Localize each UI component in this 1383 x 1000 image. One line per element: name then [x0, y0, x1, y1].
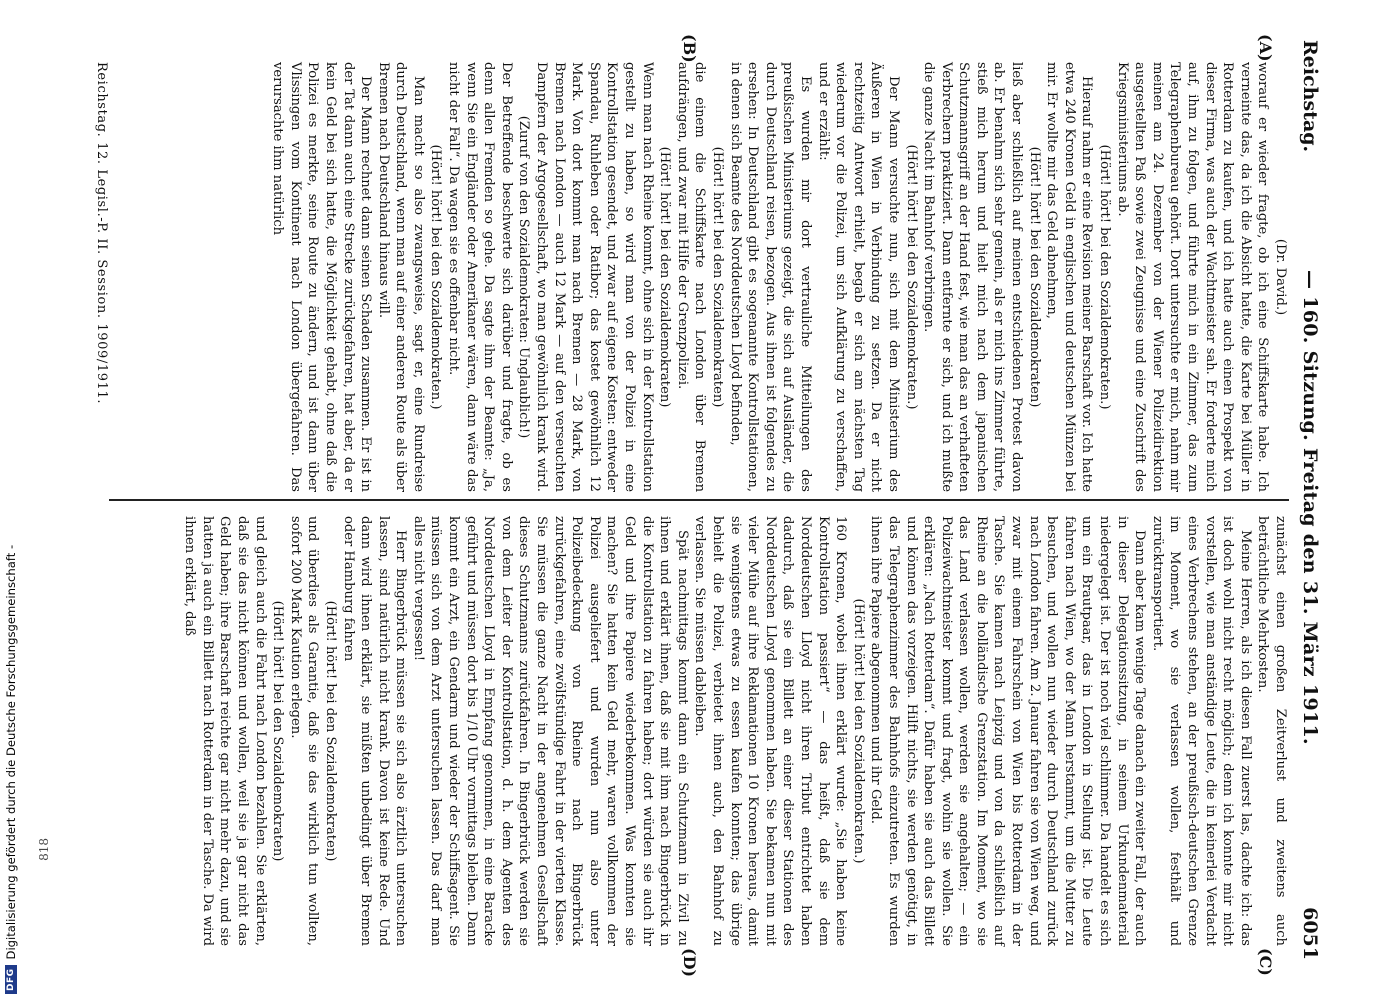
paragraph: Hierauf nahm er eine Revision meiner Barschaft vor. Ich hatte etwa 240 Kronen Geld in englischen und deutschen Münzen bei mir. Er wollte mir das Geld abnehmen, — [1044, 62, 1095, 492]
paragraph: Spät nachmittags kommt dann ein Schutzmann in Zivil zu ihnen und erklärt ihnen, daß sie mit ihm nach Bingerbrück in die Kontrollstation zu fahren haben; dort würden sie auch ihr Geld und ihre Papiere wiederbekommen. Was konnten sie machen? Sie hatten kein Geld mehr, waren vollkommen der Polizei ausgeliefert und wurden nun also unter Polizeibedeckung von Rheine nach Bingerbrück zurückgefahren, eine zwölfstündige Fahrt in der vierten Klasse. Sie müssen die ganze Nacht in der angenehmen Gesellschaft dieses Schutzmanns zurückfahren. In Bingerbrück werden sie von dem Leiter der Kontrollstation, d. h. dem Agenten des Norddeutschen Lloyd in Empfang genommen, in eine Baracke geführt und müssen dort bis 1/10 Uhr vormittags bleiben. Dann kommt ein Arzt, ein Gendarm und wieder der Schiffsagent. Sie müssen sich von dem Arzt untersuchen lassen. Das darf man alles nicht vergessen! — [410, 516, 690, 946]
interjection: (Hört! hört! bei den Sozialdemokraten) — [322, 600, 338, 862]
paragraph: und überdies als Garantie, daß sie das wirklich tun wollten, sofort 200 Mark Kaution erlegen. — [287, 516, 321, 946]
interjection: (Hört! hört! bei den Sozialdemokraten) — [657, 146, 673, 408]
margin-marker-a: (A) — [1256, 34, 1275, 62]
interjection: (Hört! hört! bei den Sozialdemokraten) — [1026, 146, 1042, 408]
interjection: (Zuruf von den Sozialdemokraten: Unglaublich!) — [516, 115, 532, 439]
paragraph: 160 Kronen, wobei ihnen erklärt wurde: „Sie haben keine Kontrollstation passiert“ — das heißt, daß sie dem Norddeutschen Lloyd nicht ihren Tribut entrichtet haben dadurch, daß sie ein Billett an einer dieser Stationen des Norddeutschen Lloyd genommen haben. Sie bekamen nun mit vieler Mühe auf ihre Reklamationen 10 Kronen heraus, damit sie wenigstens etwas zu essen kaufen konnten; das übrige behielt die Polizei, verbietet ihnen auch, den Bahnhof zu verlassen. Sie müssen dableiben. — [692, 516, 849, 946]
dfg-logo-icon: DFG — [5, 965, 17, 994]
left-column — [269, 62, 1289, 492]
paragraph: Der Betreffende beschwerte sich darüber und fragte, ob es denn allen Fremden so gehe. Da sagte ihm der Beamte: „Ja, wenn Sie ein Engländer oder Amerikaner wären, dann wäre das nicht der Fall“. Da wagen sie es offenbar nicht. — [446, 62, 514, 492]
paragraph: worauf er wieder fragte, ob ich eine Schiffskarte habe. Ich verneinte das, da ich die Absicht hatte, die Karte bei Müller in Rotterdam zu kaufen, und ich hatte auch einen Prospekt von dieser Firma, was auch der Wachtmeister sah. Er forderte mich auf, ihm zu folgen, und führte mich in ein Zimmer, das zum Telegraphenbureau gehört. Dort untersuchte er mich, nahm mir meinen am 24. Dezember von der Wiener Polizeidirektion ausgestellten Paß sowie zwei Zeugnisse und eine Zuschrift des Kriegsministeriums ab. — [1114, 62, 1271, 492]
header-left: Reichstag. — [1299, 40, 1321, 153]
header-center: — 160. Sitzung. Freitag den 31. März 1911. — [1299, 270, 1321, 745]
right-column — [181, 516, 1289, 946]
paragraph: Meine Herren, als ich diesen Fall zuerst las, dachte ich: das ist doch wohl nicht recht möglich; denn ich konnte mir nicht vorstellen, wie man anständige Leute, die in keinerlei Verdacht eines Verbrechens stehen, an der preußisch-deutschen Grenze im Moment, wo sie verlassen wollen, festhält und zurücktransportiert. — [1149, 516, 1253, 946]
interjection: (Hört! hört! bei den Sozialdemokraten.) — [850, 598, 866, 864]
margin-marker-c: (C) — [1256, 948, 1275, 976]
paragraph: Man macht so also zwangsweise, sagt er, eine Rundreise durch Deutschland, wenn man auf einer anderen Route als über Bremen nach Deutschland hinaus will. — [375, 62, 426, 492]
paragraph: zunächst einen großen Zeitverlust und zweitens auch beträchtliche Mehrkosten. — [1255, 516, 1288, 946]
page-footer: Reichstag. 12. Legisl.-P. II. Session. 1909/1911. — [94, 62, 109, 405]
page-number-header: 6051 — [1299, 907, 1321, 960]
scanned-page — [35, 0, 1335, 1000]
paragraph: Dann aber kam wenige Tage danach ein zweiter Fall, der auch in dieser Delegationssitzung, in seinem Urkundenmaterial niedergelegt ist. Der ist noch viel schlimmer. Da handelt es sich um ein Brautpaar, das in London in Stellung ist. Die Leute fahren nach Wien, wo der Mann herstammt, um die Mutter zu besuchen, und wollen nun wieder durch Deutschland zurück nach London fahren. Am 2. Januar fahren sie von Wien weg, und zwar mit einem Fahrschein von Wien bis Rotterdam in der Tasche. Sie kamen nach Leipzig und von da schließlich auf Rheine an die holländische Grenzstation. Im Moment, wo sie das Land verlassen wollen, werden sie angehalten; — ein Polizeiwachtmeister kommt und fragt, wohin sie wollen. Sie erklären: „Nach Rotterdam“. Dafür haben sie auch das Billett und können das vorzeigen. Hilft nichts, sie werden genötigt, in das Telegraphenzimmer des Bahnhofs einzutreten. Es wurden ihnen ihre Papiere abgenommen und ihr Geld. — [868, 516, 1148, 946]
page-number-footer: 818 — [37, 838, 51, 861]
digitization-credit — [0, 0, 22, 1000]
interjection: (Hört! hört! bei den Sozialdemokraten.) — [428, 144, 444, 410]
speaker-label: (Dr. David.) — [1273, 238, 1288, 316]
margin-marker-d: (D) — [680, 948, 699, 978]
paragraph: Der Mann rechnet dann seinen Schaden zusammen. Er ist in der Tat dann auch eine Strecke zurückgefahren, hat aber, da er kein Geld bei sich hatte, die Möglichkeit gehabt, ohne daß die Polizei es merkte, seine Route zu ändern, und ist dann über Vlissingen vom Kontinent nach London übergefahren. Das verursachte ihm natürlich — [270, 62, 374, 492]
paragraph: ließ aber schließlich auf meinen entschiedenen Protest davon ab. Er benahm sich sehr gemein, als er mich ins Zimmer führte, stieß mich herum und hielt mich nach dem japanischen Schutzmannsgriff an der Hand fest, wie man das an verhafteten Verbrechern praktiziert. Dann entfernte er sich, und ich mußte die ganze Nacht im Bahnhof verbringen. — [921, 62, 1025, 492]
paragraph: Der Mann versuchte nun, sich mit dem Ministerium des Äußeren in Wien in Verbindung zu setzen. Da er nicht rechtzeitig Antwort erhielt, begab er sich am nächsten Tag wiederum vor die Polizei, um sich Aufklärung zu verschaffen, und er erzählt: — [815, 62, 901, 492]
paragraph: Wenn man nach Rheine kommt, ohne sich in der Kontrollstation gestellt zu haben, so wird man von der Polizei in eine Kontrollstation gesendet, und zwar auf eigene Kosten: entweder Spandau, Ruhleben oder Ratibor; das kostet gewöhnlich 12 Mark. Von dort kommt man nach Bremen — 28 Mark, von Bremen nach London — auch 12 Mark — auf den verseuchten Dampfern der Argogesellschaft, wo man gewöhnlich krank wird. — [534, 62, 655, 492]
interjection: (Hört! hört! bei den Sozialdemokraten.) — [1097, 144, 1113, 410]
paragraph: die einem die Schiffskarte nach London über Bremen aufdrängen, und zwar mit Hilfe der Grenzpolizei. — [674, 62, 708, 492]
column-divider — [109, 499, 1289, 501]
interjection: (Hört! hört! bei den Sozialdemokraten.) — [903, 144, 919, 410]
credit-text: Digitalisierung gefördert durch die Deutsche Forschungsgemeinschaft - — [4, 544, 18, 960]
paragraph: Herr Bingerbrück müssen sie sich also ärztlich untersuchen lassen, sind natürlich nicht krank. Davon ist keine Rede. Und dann wird ihnen erklärt, sie müßten unbedingt über Bremen oder Hamburg fahren — [340, 516, 409, 946]
paragraph: Es wurden mir dort vertrauliche Mitteilungen des preußischen Ministeriums gezeigt, die sich auf Ausländer, die durch Deutschland reisen, bezogen. Aus ihnen ist folgendes zu ersehen: In Deutschland gibt es sogenannte Kontrollstationen, in denen sich Beamte des Norddeutschen Lloyd befinden, — [727, 62, 813, 492]
interjection: (Hört! hört! bei den Sozialdemokraten) — [710, 146, 725, 408]
page-header — [1295, 40, 1321, 960]
interjection: (Hört! hört! bei den Sozialdemokraten) — [270, 600, 286, 862]
paragraph: und gleich auch die Fahrt nach London bezahlen. Sie erklärten, daß sie das nicht können und wollen, weil sie ja gar nicht das Geld haben; ihre Barschaft reichte gar nicht mehr dazu, und sie hatten ja auch ein Billett nach Rotterdam in der Tasche. Da wird ihnen erklärt, daß — [182, 516, 268, 946]
margin-marker-b: (B) — [680, 34, 699, 63]
